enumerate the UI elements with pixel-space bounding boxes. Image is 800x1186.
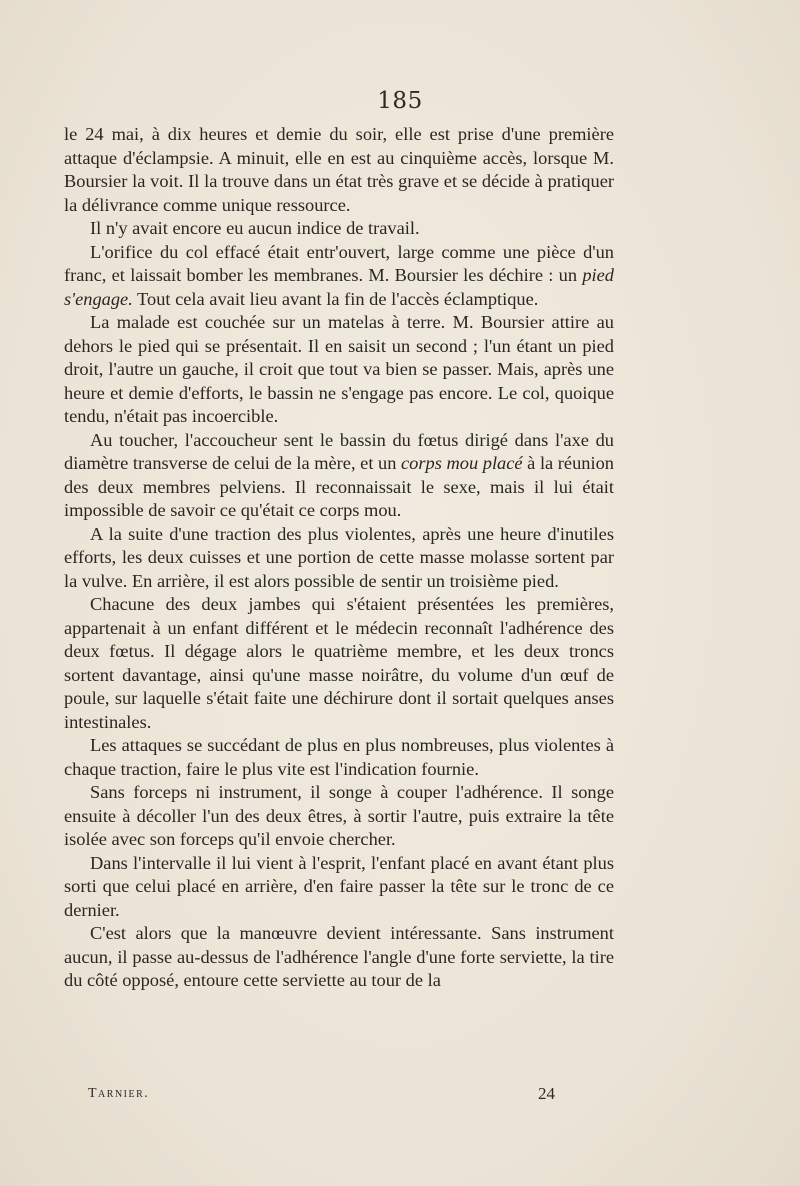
paragraph-text: Au toucher, l'accoucheur sent le bassin du fœtus dirigé dans l'axe du diamètre transverse de celui de la mère, et un xyxy=(64,429,614,473)
paragraph-text: L'orifice du col effacé était entr'ouvert, large comme une pièce d'un franc, et laissait bomber les membranes. M. Boursier les déchire : un xyxy=(64,241,614,285)
signature-mark: Tarnier. xyxy=(88,1086,150,1101)
paragraph xyxy=(64,241,614,312)
paragraph-text: Sans forceps ni instrument, il songe à couper l'adhérence. Il songe ensuite à décoller l'un des deux êtres, à sortir l'autre, puis extraire la tête isolée avec son forceps qu'il envoie chercher. xyxy=(64,782,614,849)
paragraph xyxy=(64,734,614,781)
paragraph-text: le 24 mai, à dix heures et demie du soir, elle est prise d'une première attaque d'éclampsie. A minuit, elle en est au cinquième accès, lorsque M. Boursier la voit. Il la trouve dans un état très grave et se décide à pratiquer la délivrance comme unique ressource. xyxy=(64,124,614,215)
paragraph-text: à la réunion des deux membres pelviens. Il reconnaissait le sexe, mais il lui était impossible de savoir ce qu'était ce corps mou. xyxy=(64,453,614,520)
paragraph xyxy=(64,311,614,429)
paragraph-text: Chacune des deux jambes qui s'étaient présentées les premières, appartenait à un enfant différent et le médecin reconnaît l'adhérence des deux fœtus. Il dégage alors le quatrième membre, et les deux troncs sortent davantage, ainsi qu'une masse noirâtre, du volume d'un œuf de poule, sur laquelle s'était faite une déchirure dont il sortait quelques anses intestinales. xyxy=(64,594,614,732)
paragraph xyxy=(64,123,614,217)
gathering-number: 24 xyxy=(538,1084,555,1103)
page-number: 185 xyxy=(377,88,423,114)
paragraph xyxy=(64,852,614,923)
paragraph xyxy=(64,523,614,594)
paragraph-text: Tout cela avait lieu avant la fin de l'accès éclamptique. xyxy=(132,288,539,309)
paragraph xyxy=(64,593,614,734)
body-text xyxy=(64,123,614,993)
paragraph xyxy=(64,922,614,993)
paragraph-text: Dans l'intervalle il lui vient à l'esprit, l'enfant placé en avant étant plus sorti que celui placé en arrière, d'en faire passer la tête sur le tronc de ce dernier. xyxy=(64,852,614,920)
italic-text: corps mou placé xyxy=(401,453,523,473)
italic-text: pied s'engage. xyxy=(64,265,614,309)
paragraph xyxy=(64,429,614,523)
paragraph-text: A la suite d'une traction des plus violentes, après une heure d'inutiles efforts, les deux cuisses et une portion de cette masse molasse sortent par la vulve. En arrière, il est alors possible de sentir un troisième pied. xyxy=(64,523,614,591)
paragraph-text: Les attaques se succédant de plus en plus nombreuses, plus violentes à chaque traction, faire le plus vite est l'indication fournie. xyxy=(64,735,614,779)
paragraph-text: C'est alors que la manœuvre devient intéressante. Sans instrument aucun, il passe au-dessus de l'adhérence l'angle d'une forte serviette, la tire du côté opposé, entoure cette serviette au tour de la xyxy=(64,923,614,990)
paragraph-text: La malade est couchée sur un matelas à terre. M. Boursier attire au dehors le pied qui se présentait. Il en saisit un second ; l'un étant un pied droit, l'autre un gauche, il croit que tout va bien se passer. Mais, après une heure et demie d'efforts, le bassin ne s'engage pas encore. Le col, quoique tendu, n'était pas incoercible. xyxy=(64,312,614,426)
paragraph-text: Il n'y avait encore eu aucun indice de travail. xyxy=(90,218,420,238)
paragraph xyxy=(64,217,614,241)
paragraph xyxy=(64,781,614,852)
